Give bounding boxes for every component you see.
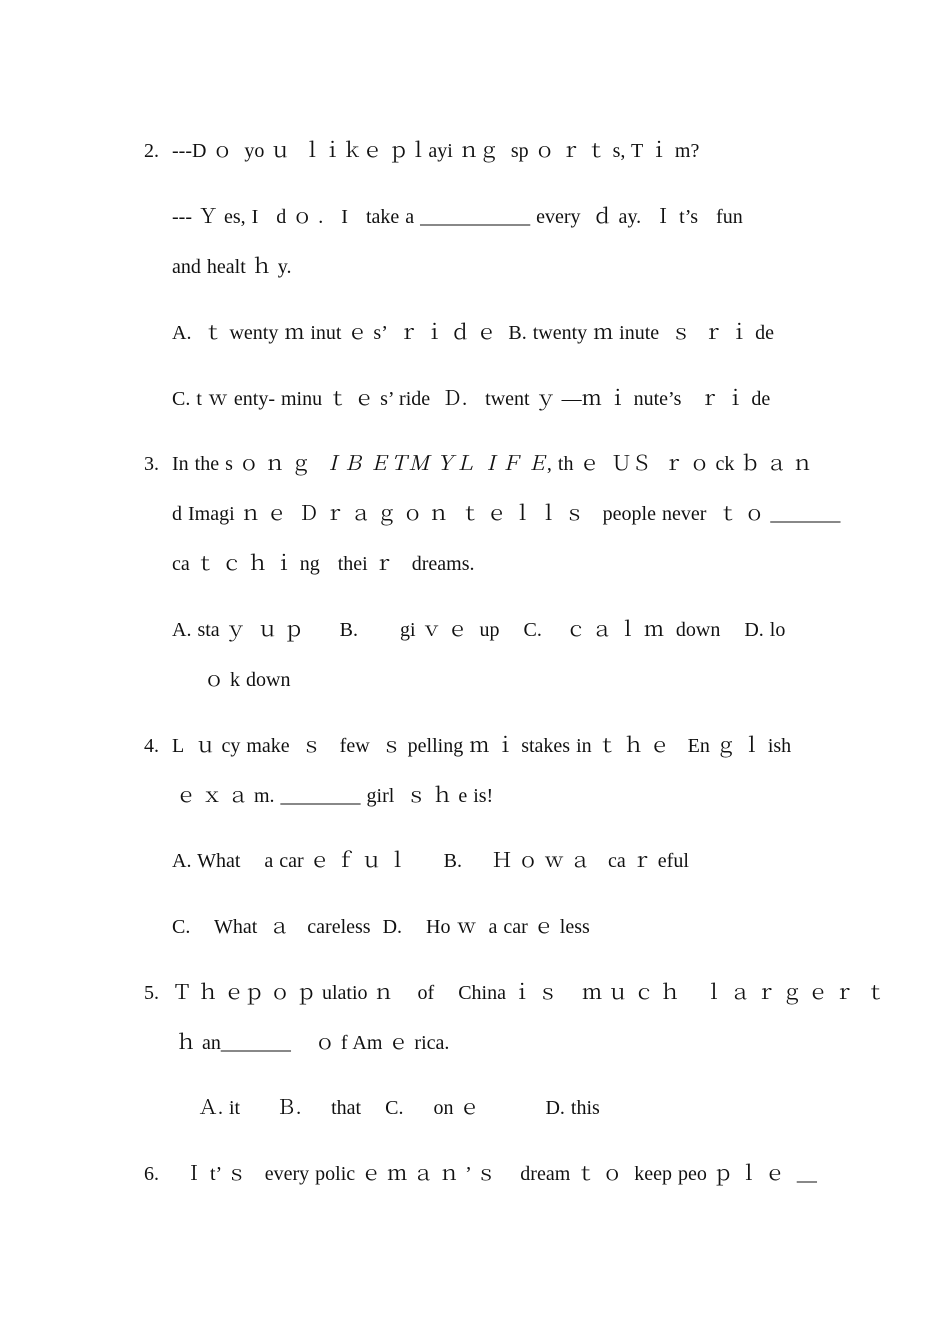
answer-options: A. ｔ wenty ｍ inut ｅ s’ ｒ ｉ ｄ ｅ B. twenty ｍ inute ｓ ｒ ｉ de [172,322,775,344]
answer-options: A. What a car ｅ ｆ ｕ ｌ B. Ｈ ｏ ｗ ａ ca ｒ eful [172,850,689,872]
question-text-line [172,451,812,477]
question-text-line: d Imagi ｎ ｅ Ｄ ｒ ａ ｇ ｏ ｎ ｔ ｅ ｌ ｌ ｓ people never ｔ ｏ _______ [172,503,841,525]
question-text-line: Ｉ t’ ｓ every polic ｅ ｍ ａ ｎ ’ ｓ dream ｔ ｏ keep peo ｐ ｌ ｅ __ [172,1163,817,1185]
question-text-line: --- Ｙ es, I d ｏ . I take a ___________ every ｄ ay. Ｉ t’s fun [172,206,743,228]
question-text-line: ca ｔ ｃ ｈ ｉ ng thei ｒ dreams. [172,553,475,575]
answer-options: Ａ. it Ｂ. that C. on ｅ D. this [198,1097,600,1119]
question-text-line: Ｔ ｈ ｅｐ ｏ ｐ ulatio ｎ of China ｉ ｓ ｍ ｕ ｃ ｈ ｌ ａ ｒ ｇ ｅ ｒ ｔ [172,982,886,1004]
question-text-prefix: In the s ｏ ｎ ｇ [172,453,323,475]
question-text-line: ｈ an_______ ｏ f Am ｅ rica. [176,1032,450,1054]
question-number: 4. [144,735,159,757]
answer-options: ｏ k down [204,669,291,691]
song-title: ＩＢ ＥＴＭ ＹＬ ＩＦ Ｅ [322,453,547,475]
question-number: 3. [144,453,159,475]
question-text-line: ---D ｏ yo ｕ ｌｉｋｅ ｐｌayi ｎｇ sp ｏ ｒ ｔ s, T ｉ m? [172,140,700,162]
question-number: 5. [144,982,159,1004]
question-text-line: and healt ｈ y. [172,256,292,278]
answer-options: A. sta ｙ ｕ ｐ B. gi ｖ ｅ up C. ｃ ａ ｌ ｍ down D. lo [172,619,786,641]
question-number: 2. [144,140,159,162]
question-text-suffix: , th ｅ ＵＳ ｒ ｏ ck ｂ ａ ｎ [546,453,813,475]
question-text-line: ｅ ｘ ａ m. ________ girl ｓ ｈ e is! [176,785,494,807]
question-number: 6. [144,1163,159,1185]
answer-options: C. What ａ careless D. Ho ｗ a car ｅ less [172,916,590,938]
question-text-line: L ｕ cy make ｓ few ｓ pelling ｍ ｉ stakes in ｔ ｈ ｅ En ｇ ｌ ish [172,735,792,757]
answer-options: C. t ｗ enty- minu ｔ ｅ s’ ride Ｄ. twent ｙ ―ｍ ｉ nute’s ｒ ｉ de [172,388,771,410]
